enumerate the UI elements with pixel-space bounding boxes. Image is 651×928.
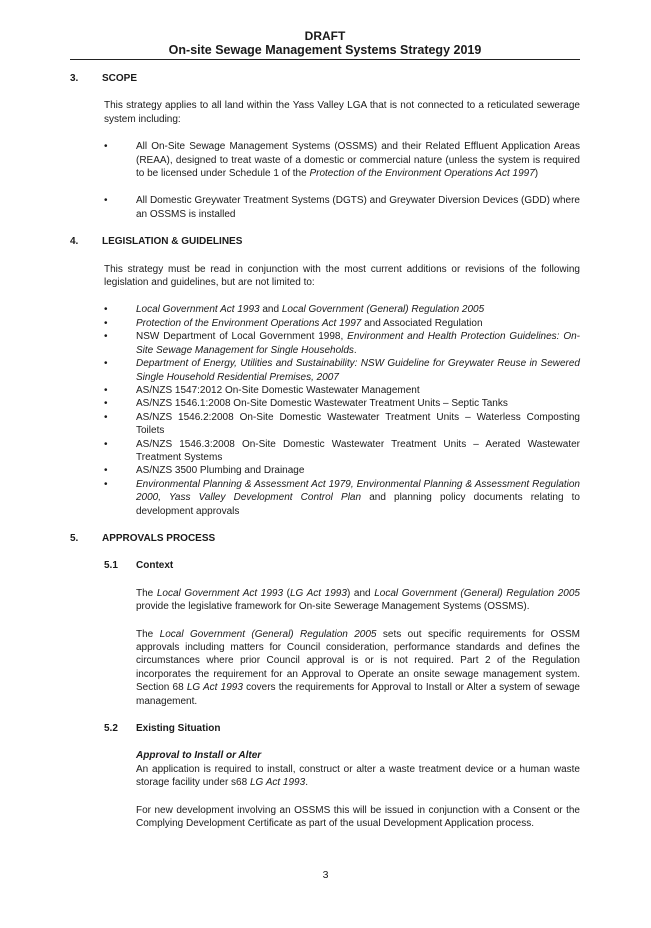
list-item: • All Domestic Greywater Treatment Systems (DGTS) and Greywater Diversion Devices (GDD) where an OSSMS is installed	[104, 195, 580, 220]
list-item: • AS/NZS 3500 Plumbing and Drainage	[104, 465, 305, 477]
document-body	[70, 72, 580, 830]
section-number: 5.	[70, 532, 79, 544]
bullet-icon: •	[104, 398, 108, 410]
bullet-icon: •	[104, 304, 108, 316]
bullet-icon: •	[104, 195, 108, 207]
section-number: 4.	[70, 236, 79, 248]
list-item: • AS/NZS 1546.3:2008 On-Site Domestic Wastewater Treatment Units – Aerated Wastewater Treatment Systems	[104, 438, 580, 463]
subsection-5-2-heading	[104, 722, 580, 735]
bullet-icon: •	[104, 331, 108, 343]
list-item: • Environmental Planning & Assessment Act 1979, Environmental Planning & Assessment Regulation 2000, Yass Valley Development Control Plan and planning policy documents relating to development approvals	[104, 478, 580, 517]
subsection-5-1-heading	[104, 559, 580, 572]
section-title: SCOPE	[102, 73, 138, 84]
existing-paragraph-2: For new development involving an OSSMS this will be issued in conjunction with a Consent or the Complying Development Certificate as part of the usual Development Application process.	[136, 804, 580, 830]
context-paragraph-2: The Local Government (General) Regulation 2005 sets out specific requirements for OSSM approvals including matters for Council consideration, performance standards and defines the circumstances where prior Council approval is or is not required. Part 2 of the Regulation incorporates the requirement for an Approval to Operate an onsite sewage management system. Section 68 LG Act 1993 covers the requirements for Approval to Install or Alter a system of sewage management.	[136, 628, 581, 707]
bullet-icon: •	[104, 478, 108, 490]
header-document-title: On-site Sewage Management Systems Strategy 2019	[168, 43, 482, 57]
legislation-intro: This strategy must be read in conjunction with the most current additions or revisions of the following legislation and guidelines, but are not limited to:	[104, 263, 580, 289]
subsection-number: 5.2	[104, 723, 118, 735]
bullet-icon: •	[104, 411, 108, 423]
scope-intro: This strategy applies to all land within the Yass Valley LGA that is not connected to a reticulated sewerage system including:	[104, 100, 580, 125]
approval-subheading: Approval to Install or Alter	[136, 750, 262, 762]
section-title: APPROVALS PROCESS	[102, 532, 216, 544]
list-item: • Department of Energy, Utilities and Sustainability: NSW Guideline for Greywater Reuse in Sewered Single Household Residential Premises, 2007	[104, 358, 580, 383]
subsection-number: 5.1	[104, 560, 118, 572]
bullet-icon: •	[104, 438, 108, 450]
subsection-title: Context	[136, 560, 174, 572]
subsection-title: Existing Situation	[136, 723, 221, 735]
header-draft-label: DRAFT	[304, 29, 346, 43]
section-title: LEGISLATION & GUIDELINES	[102, 236, 243, 248]
bullet-icon: •	[104, 465, 108, 477]
bullet-icon: •	[104, 358, 108, 370]
legislation-list	[104, 303, 580, 518]
context-paragraph-1: The Local Government Act 1993 (LG Act 1993) and Local Government (General) Regulation 2005 provide the legislative framework for On-site Sewerage Management Systems (OSSMS).	[136, 587, 580, 613]
section-number: 3.	[70, 73, 79, 84]
list-item: • Protection of the Environment Operations Act 1997 and Associated Regulation	[104, 317, 483, 329]
list-item: • AS/NZS 1546.1:2008 On-Site Domestic Wastewater Treatment Units – Septic Tanks	[104, 398, 508, 410]
list-item: • All On-Site Sewage Management Systems (OSSMS) and their Related Effluent Application Areas (REAA), designed to treat waste of a domestic or commercial nature (unless the system is required to be licensed under Schedule 1 of the Protection of the Environment Operations Act 1997)	[104, 141, 580, 180]
scope-list	[104, 140, 580, 221]
section-4-heading	[70, 235, 580, 248]
list-item: • Local Government Act 1993 and Local Government (General) Regulation 2005	[104, 304, 485, 316]
section-5-heading	[70, 532, 580, 545]
section-3-heading	[70, 72, 580, 85]
bullet-icon: •	[104, 317, 108, 329]
list-item: • AS/NZS 1546.2:2008 On-Site Domestic Wastewater Treatment Units – Waterless Composting Toilets	[104, 411, 580, 437]
page-header	[70, 29, 580, 58]
bullet-icon: •	[104, 141, 108, 153]
bullet-icon: •	[104, 384, 108, 396]
existing-paragraph-1: An application is required to install, construct or alter a waste treatment device or a human waste storage facility under s68 LG Act 1993.	[136, 763, 580, 789]
list-item: • AS/NZS 1547:2012 On-Site Domestic Wastewater Management	[104, 384, 420, 396]
header-rule	[70, 59, 580, 60]
list-item: • NSW Department of Local Government 1998, Environment and Health Protection Guidelines: On-Site Sewage Management for Single Households.	[104, 331, 581, 356]
page-number: 3	[322, 869, 329, 881]
